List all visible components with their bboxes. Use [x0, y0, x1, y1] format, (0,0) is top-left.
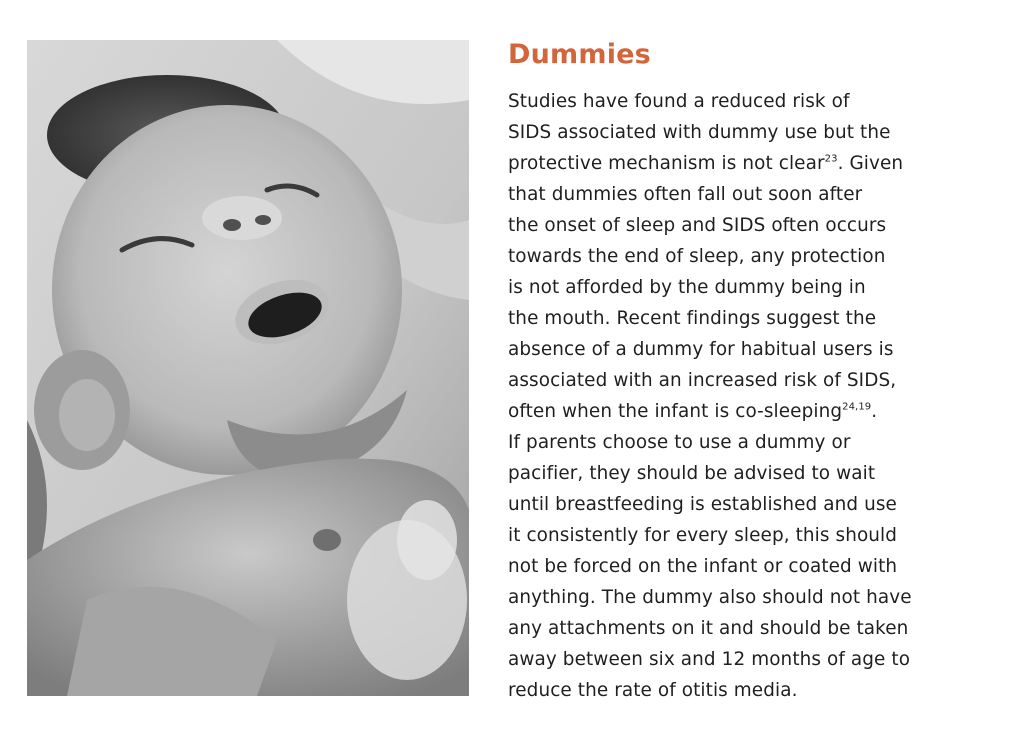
text-column	[508, 36, 978, 706]
citation-superscript: 24,19	[842, 401, 872, 413]
text-line	[508, 396, 978, 427]
text-line: away between six and 12 months of age to	[508, 649, 911, 670]
text-segment: . Given	[837, 153, 904, 174]
text-line: pacifier, they should be advised to wait	[508, 463, 876, 484]
text-line: associated with an increased risk of SIDS,	[508, 370, 897, 391]
text-line: If parents choose to use a dummy or	[508, 432, 851, 453]
section-heading: Dummies	[508, 39, 651, 70]
text-line: that dummies often fall out soon after	[508, 184, 863, 205]
baby-illustration	[27, 40, 469, 696]
text-line	[508, 148, 978, 179]
text-line: absence of a dummy for habitual users is	[508, 339, 894, 360]
text-segment: often when the infant is co-sleeping	[508, 401, 843, 422]
citation-superscript: 23	[824, 153, 838, 165]
text-line: the onset of sleep and SIDS often occurs	[508, 215, 887, 236]
text-line: the mouth. Recent findings suggest the	[508, 308, 877, 329]
text-line: Studies have found a reduced risk of	[508, 91, 850, 112]
text-line: not be forced on the infant or coated with	[508, 556, 898, 577]
text-line: is not afforded by the dummy being in	[508, 277, 866, 298]
baby-photo	[27, 40, 469, 696]
text-line: until breastfeeding is established and use	[508, 494, 897, 515]
text-line: towards the end of sleep, any protection	[508, 246, 886, 267]
body-paragraph	[508, 86, 978, 706]
text-line: any attachments on it and should be taken	[508, 618, 909, 639]
text-segment: protective mechanism is not clear	[508, 153, 825, 174]
text-line: SIDS associated with dummy use but the	[508, 122, 891, 143]
text-line: it consistently for every sleep, this should	[508, 525, 898, 546]
text-line: reduce the rate of otitis media.	[508, 680, 798, 701]
text-segment: .	[871, 401, 878, 422]
text-line: anything. The dummy also should not have	[508, 587, 912, 608]
